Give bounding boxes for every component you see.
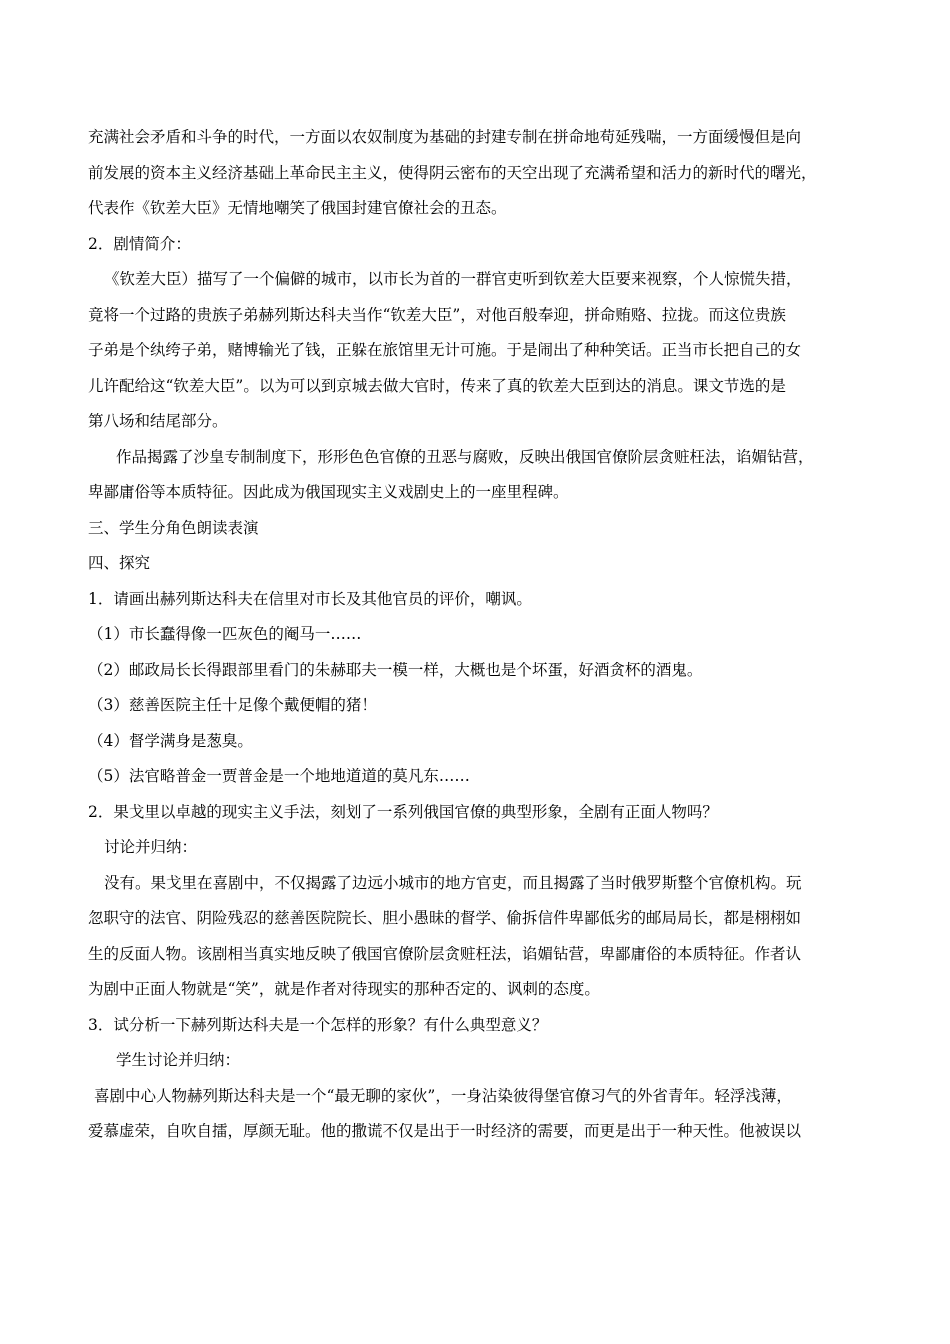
section-heading: 四、探究 <box>88 554 151 572</box>
section-heading: 三、学生分角色朗读表演 <box>88 518 259 537</box>
text-line: 卑鄙庸俗等本质特征。因此成为俄国现实主义戏剧史上的一座里程碑。 <box>88 483 569 501</box>
text-line: 没有。果戈里在喜剧中，不仅揭露了边远小城市的地方官吏，而且揭露了当时俄罗斯整个官僚机构。玩 <box>104 873 802 892</box>
text-line: 忽职守的法官、阴险残忍的慈善医院院长、胆小愚昧的督学、偷拆信件卑鄙低劣的邮局局长，都是栩栩如 <box>88 909 802 927</box>
discussion-label: 讨论并归纳： <box>104 838 198 856</box>
text-line: 竟将一个过路的贵族子弟赫列斯达科夫当作“钦差大臣”，对他百般奉迎，拼命贿赂、拉拢。而这位贵族 <box>88 305 786 324</box>
text-line: 子弟是个纨绔子弟，赌博输光了钱，正躲在旅馆里无计可施。于是闹出了种种笑话。正当市长把自己的女 <box>88 341 802 359</box>
question-line: 3．试分析一下赫列斯达科夫是一个怎样的形象？有什么典型意义？ <box>88 1015 548 1034</box>
question-line: 1．请画出赫列斯达科夫在信里对市长及其他官员的评价，嘲讽。 <box>88 589 532 608</box>
discussion-label: 学生讨论并归纳： <box>116 1051 241 1069</box>
text-line: 作品揭露了沙皇专制制度下，形形色色官僚的丑恶与腐败，反映出俄国官僚阶层贪赃枉法，谄媚钻营， <box>116 447 814 466</box>
document-body <box>88 120 878 1150</box>
text-line: 爱慕虚荣，自吹自擂，厚颜无耻。他的撒谎不仅是出于一时经济的需要，而更是出于一种天性。他被误以 <box>88 1122 802 1140</box>
text-line: 充满社会矛盾和斗争的时代，一方面以农奴制度为基础的封建专制在拼命地苟延残喘，一方面缓慢但是向 <box>88 128 802 146</box>
question-line: 2．果戈里以卓越的现实主义手法，刻划了一系列俄国官僚的典型形象，全剧有正面人物吗？ <box>88 802 718 821</box>
text-line: 代表作《钦差大臣》无情地嘲笑了俄国封建官僚社会的丑态。 <box>88 199 507 217</box>
text-line: 儿许配给这“钦差大臣”。以为可以到京城去做大官时，传来了真的钦差大臣到达的消息。课文节选的是 <box>88 376 786 395</box>
list-item: （4）督学满身是葱臭。 <box>88 731 253 750</box>
list-item: （3）慈善医院主任十足像个戴便帽的猪！ <box>88 696 377 714</box>
text-line: 生的反面人物。该剧相当真实地反映了俄国官僚阶层贪赃枉法，谄媚钻营，卑鄙庸俗的本质特征。作者认 <box>88 944 802 963</box>
list-item: （1）市长蠢得像一匹灰色的阉马一…… <box>88 625 362 643</box>
text-line: 为剧中正面人物就是“笑”，就是作者对待现实的那种否定的、讽刺的态度。 <box>88 980 600 998</box>
section-heading: 2．剧情简介： <box>88 234 191 253</box>
list-item: （2）邮政局长长得跟部里看门的朱赫耶夫一模一样，大概也是个坏蛋，好酒贪杯的酒鬼。 <box>88 660 703 679</box>
text-line: 《钦差大臣）描写了一个偏僻的城市，以市长为首的一群官吏听到钦差大臣要来视察，个人惊慌失措， <box>104 270 802 288</box>
text-line: 前发展的资本主义经济基础上革命民主主义，使得阴云密布的天空出现了充满希望和活力的新时代的曙光， <box>88 163 817 182</box>
text-line: 第八场和结尾部分。 <box>88 412 228 430</box>
list-item: （5）法官略普金一贾普金是一个地地道道的莫凡东…… <box>88 767 470 785</box>
text-line: 喜剧中心人物赫列斯达科夫是一个“最无聊的家伙”，一身沾染彼得堡官僚习气的外省青年。轻浮浅薄， <box>94 1086 792 1105</box>
